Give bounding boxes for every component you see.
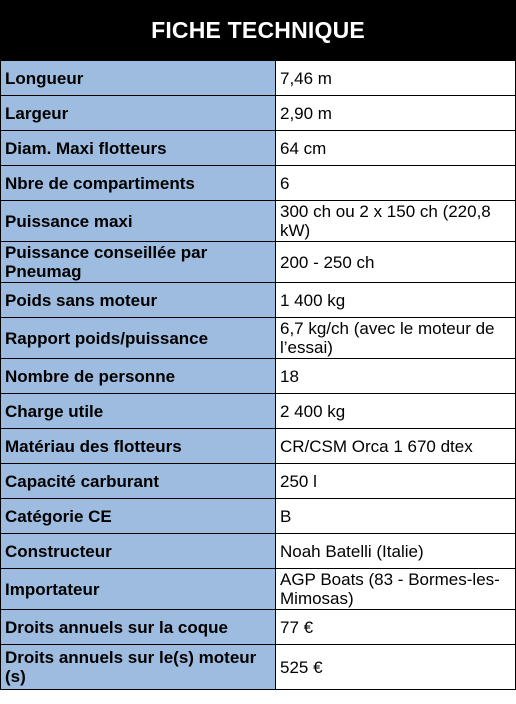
table-row <box>1 569 516 610</box>
table-row <box>1 96 516 131</box>
table-row <box>1 610 516 645</box>
table-row <box>1 464 516 499</box>
spec-value: 250 l <box>276 464 516 499</box>
spec-value: B <box>276 499 516 534</box>
spec-value: 6 <box>276 166 516 201</box>
spec-label: Importateur <box>1 569 276 610</box>
spec-label: Capacité carburant <box>1 464 276 499</box>
spec-label: Largeur <box>1 96 276 131</box>
table-row <box>1 645 516 690</box>
spec-value: 1 400 kg <box>276 283 516 318</box>
spec-value: 2 400 kg <box>276 394 516 429</box>
table-row <box>1 201 516 242</box>
table-row <box>1 61 516 96</box>
table-row <box>1 318 516 359</box>
spec-label: Rapport poids/puissance <box>1 318 276 359</box>
spec-value: AGP Boats (83 - Bormes-les-Mimosas) <box>276 569 516 610</box>
spec-value: 64 cm <box>276 131 516 166</box>
table-row <box>1 394 516 429</box>
spec-label: Droits annuels sur le(s) moteur (s) <box>1 645 276 690</box>
spec-label: Constructeur <box>1 534 276 569</box>
page-title: FICHE TECHNIQUE <box>0 0 516 60</box>
spec-label: Nbre de compartiments <box>1 166 276 201</box>
spec-value: CR/CSM Orca 1 670 dtex <box>276 429 516 464</box>
spec-label: Diam. Maxi flotteurs <box>1 131 276 166</box>
table-row <box>1 242 516 283</box>
spec-table <box>0 60 516 690</box>
table-row <box>1 359 516 394</box>
table-row <box>1 283 516 318</box>
spec-label: Droits annuels sur la coque <box>1 610 276 645</box>
spec-value: 77 € <box>276 610 516 645</box>
table-row <box>1 534 516 569</box>
spec-value: 200 - 250 ch <box>276 242 516 283</box>
spec-label: Catégorie CE <box>1 499 276 534</box>
spec-label: Longueur <box>1 61 276 96</box>
spec-value: Noah Batelli (Italie) <box>276 534 516 569</box>
spec-table-body <box>1 61 516 690</box>
spec-label: Puissance maxi <box>1 201 276 242</box>
spec-value: 300 ch ou 2 x 150 ch (220,8 kW) <box>276 201 516 242</box>
spec-label: Puissance conseillée par Pneumag <box>1 242 276 283</box>
spec-value: 7,46 m <box>276 61 516 96</box>
spec-value: 2,90 m <box>276 96 516 131</box>
spec-value: 6,7 kg/ch (avec le moteur de l’essai) <box>276 318 516 359</box>
table-row <box>1 131 516 166</box>
spec-value: 18 <box>276 359 516 394</box>
table-row <box>1 499 516 534</box>
spec-label: Poids sans moteur <box>1 283 276 318</box>
spec-label: Charge utile <box>1 394 276 429</box>
table-row <box>1 166 516 201</box>
table-row <box>1 429 516 464</box>
spec-value: 525 € <box>276 645 516 690</box>
spec-label: Nombre de personne <box>1 359 276 394</box>
spec-label: Matériau des flotteurs <box>1 429 276 464</box>
